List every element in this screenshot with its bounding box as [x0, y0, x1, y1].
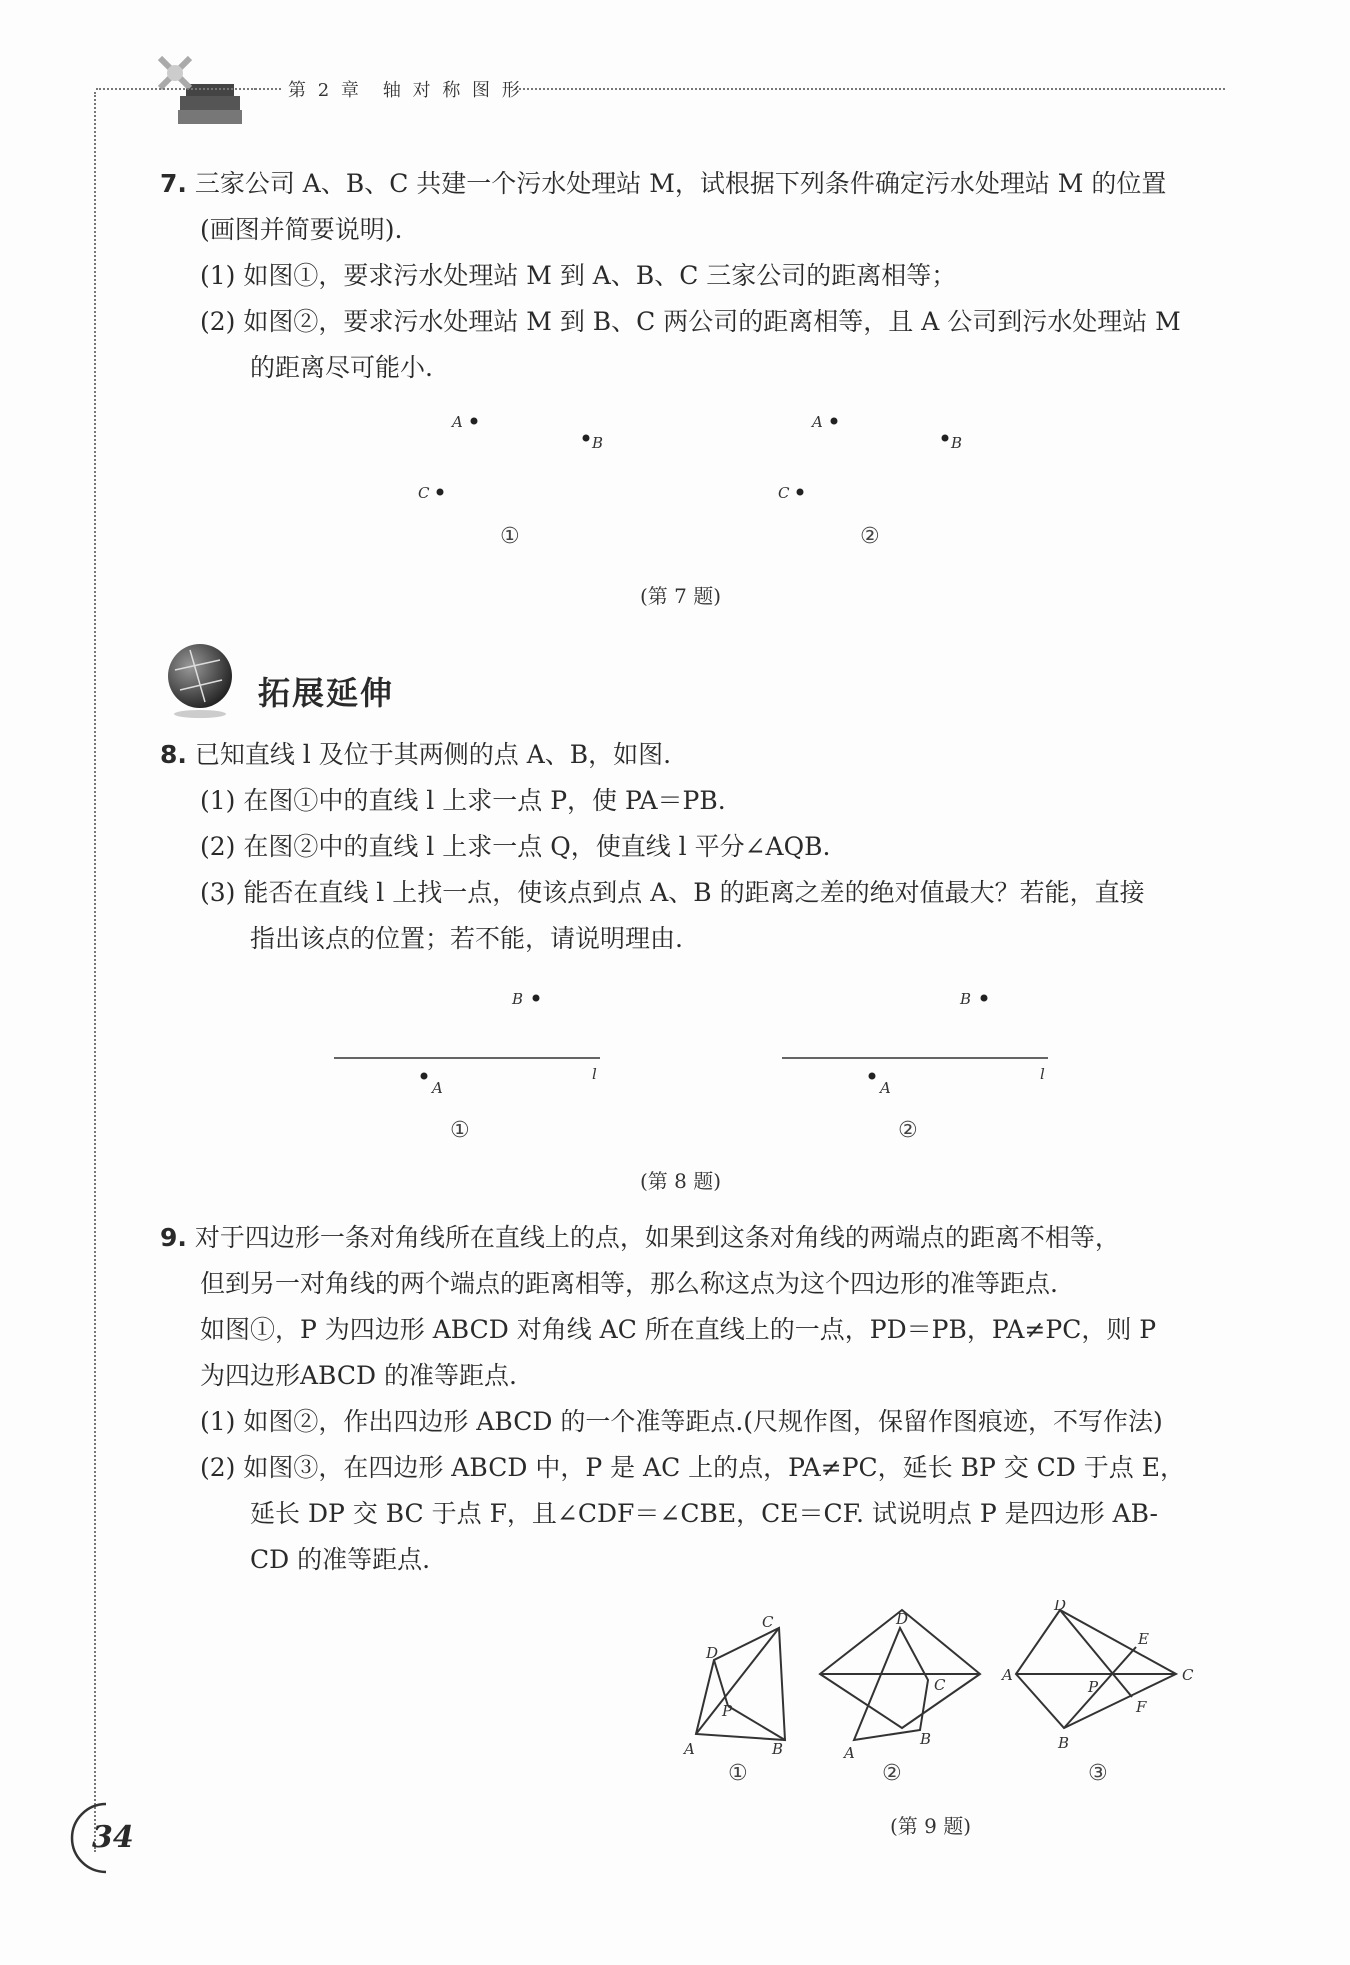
point-b [583, 435, 590, 442]
chapter-title: 第 2 章 轴 对 称 图 形 [288, 80, 523, 101]
q8-line-2: (1) 在图①中的直线 l 上求一点 P，使 PA＝PB. [200, 786, 726, 815]
point-a [831, 418, 838, 425]
q8-line-1 [160, 737, 671, 773]
point-a [471, 418, 478, 425]
label-d: D [1054, 1600, 1067, 1614]
q8-line-3: (2) 在图②中的直线 l 上求一点 Q，使直线 l 平分∠AQB. [200, 832, 831, 861]
figure-number: ② [860, 524, 880, 549]
label-a: A [880, 1079, 891, 1097]
label-c: C [762, 1613, 774, 1631]
q8-caption: (第 8 题) [640, 1169, 722, 1193]
point-b [981, 995, 988, 1002]
q9-line-3: 如图①，P 为四边形 ABCD 对角线 AC 所在直线上的一点，PD＝PB，PA≠PC，则 P [200, 1315, 1157, 1344]
q7-text: 三家公司 A、B、C 共建一个污水处理站 M，试根据下列条件确定污水处理站 M 的位置 [194, 169, 1167, 198]
q7-line-2: (画图并简要说明). [200, 215, 403, 244]
label-c: C [1182, 1666, 1194, 1684]
label-a: A [432, 1079, 443, 1097]
page-number: 34 [92, 1820, 134, 1855]
label-p: P [722, 1702, 733, 1720]
q9-figure-3-labels [1000, 1600, 1194, 1786]
q9-number: 9. [160, 1223, 187, 1252]
q7-number: 7. [160, 169, 187, 198]
q7-line-5: 的距离尽可能小. [250, 353, 433, 382]
label-a: A [1002, 1666, 1013, 1684]
label-a: A [844, 1744, 855, 1762]
label-c: C [778, 484, 790, 502]
q8-figure [320, 980, 1080, 1150]
q9-line-7: 延长 DP 交 BC 于点 F，且∠CDF＝∠CBE，CE＝CF. 试说明点 P 是四边形 AB- [250, 1499, 1158, 1528]
segment-dp [714, 1660, 728, 1706]
q9-line-5: (1) 如图②，作出四边形 ABCD 的一个准等距点.(尺规作图，保留作图痕迹，不写作法) [200, 1407, 1163, 1436]
q9-figure-3-shape [1016, 1610, 1176, 1728]
q9-text: 对于四边形一条对角线所在直线上的点，如果到这条对角线的两端点的距离不相等， [194, 1223, 1120, 1252]
quad-abcd [854, 1628, 928, 1740]
q9-line-1 [160, 1220, 1120, 1256]
q8-figure-1 [334, 990, 600, 1143]
q8-line-5: 指出该点的位置；若不能，请说明理由. [250, 924, 683, 953]
globe-icon [160, 640, 240, 720]
q7-line-1 [160, 166, 1166, 202]
label-c: C [418, 484, 430, 502]
label-a: A [812, 413, 823, 431]
label-d: D [896, 1610, 909, 1628]
label-b: B [772, 1740, 784, 1758]
figure-number: ① [500, 524, 520, 549]
q9-line-8: CD 的准等距点. [250, 1545, 431, 1574]
q8-text: 已知直线 l 及位于其两侧的点 A、B，如图. [194, 740, 672, 769]
label-b: B [1058, 1734, 1070, 1752]
figure-number: ① [728, 1761, 748, 1786]
label-b: B [592, 434, 604, 452]
q7-figure-1 [418, 413, 603, 549]
margin-divider [94, 92, 96, 1852]
label-b: B [512, 990, 524, 1008]
label-b: B [960, 990, 972, 1008]
figure-number: ② [882, 1761, 902, 1786]
q9-caption: (第 9 题) [890, 1814, 972, 1838]
q8-figure-2 [782, 990, 1048, 1143]
q9-line-6: (2) 如图③，在四边形 ABCD 中，P 是 AC 上的点，PA≠PC，延长 BP 交 CD 于点 E， [200, 1453, 1185, 1482]
point-a [421, 1073, 428, 1080]
header-divider [255, 88, 281, 90]
label-p: P [1088, 1678, 1099, 1696]
point-b [533, 995, 540, 1002]
figure-number: ③ [1088, 1761, 1108, 1786]
quad-abcd-3 [1016, 1610, 1176, 1728]
q7-figure [400, 400, 1000, 550]
figure-number: ② [898, 1118, 918, 1143]
q9-line-4: 为四边形ABCD 的准等距点. [200, 1361, 517, 1390]
label-e: E [1138, 1630, 1149, 1648]
q9-figure-2 [854, 1628, 928, 1740]
q7-line-4: (2) 如图②，要求污水处理站 M 到 B、C 两公司的距离相等，且 A 公司到污水处理站 M [200, 307, 1181, 336]
q9-line-2: 但到另一对角线的两个端点的距离相等，那么称这点为这个四边形的准等距点. [200, 1269, 1058, 1298]
q9-figure-1-labels [682, 1613, 783, 1786]
chapter-header-emblem-icon [150, 48, 260, 138]
point-a [869, 1073, 876, 1080]
label-a: A [684, 1740, 695, 1758]
section-title: 拓展延伸 [258, 674, 395, 712]
label-a: A [452, 413, 463, 431]
label-f: F [1136, 1698, 1147, 1716]
label-b: B [920, 1730, 932, 1748]
q7-line-3: (1) 如图①，要求污水处理站 M 到 A、B、C 三家公司的距离相等； [200, 261, 957, 290]
label-c: C [934, 1676, 946, 1694]
segment-pb [728, 1706, 785, 1740]
label-d: D [706, 1644, 719, 1662]
label-l: l [1040, 1065, 1045, 1083]
q7-caption: (第 7 题) [640, 584, 722, 608]
point-c [797, 489, 804, 496]
point-c [437, 489, 444, 496]
point-b [942, 435, 949, 442]
figure-number: ① [450, 1118, 470, 1143]
label-b: B [951, 434, 963, 452]
q9-figure [670, 1600, 1230, 1790]
label-l: l [592, 1065, 597, 1083]
header-divider [96, 88, 256, 90]
q8-number: 8. [160, 740, 187, 769]
q8-line-4: (3) 能否在直线 l 上找一点，使该点到点 A、B 的距离之差的绝对值最大？若能，直接 [200, 878, 1145, 907]
q7-figure-2 [778, 413, 962, 549]
header-divider [515, 88, 1225, 90]
